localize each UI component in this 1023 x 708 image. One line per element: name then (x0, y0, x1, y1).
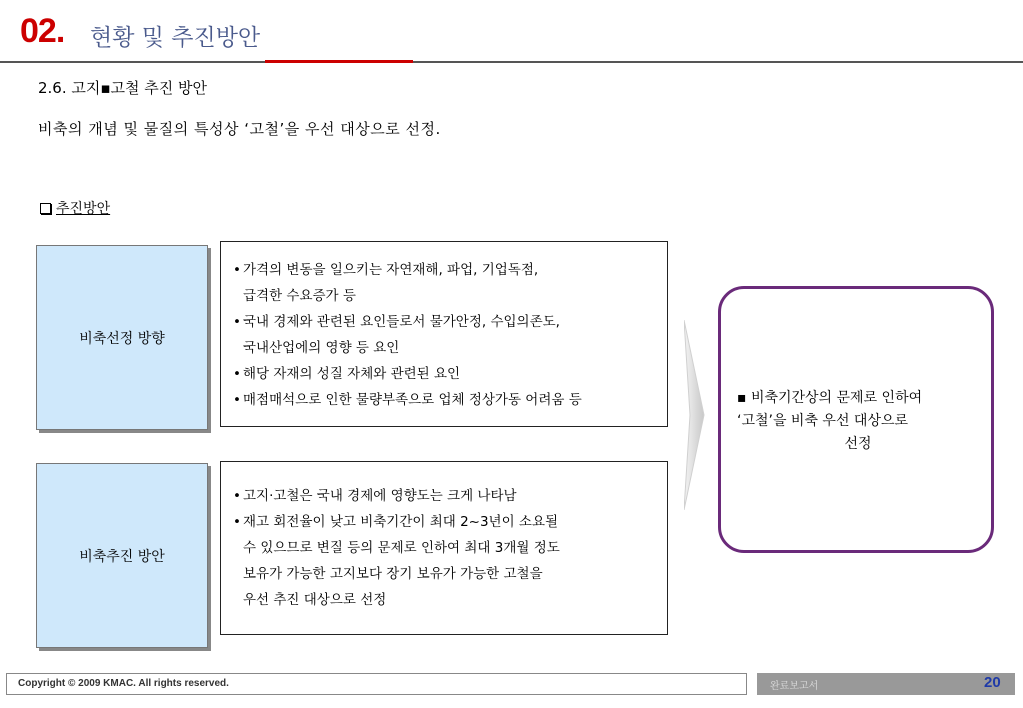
list-item-continuation: 급격한 수요증가 등 (243, 288, 356, 304)
checkbox-bullet-icon (40, 203, 51, 214)
conclusion-line: 선정 (844, 436, 872, 452)
list-item-continuation: 우선 추진 대상으로 선정 (243, 592, 387, 608)
list-item (233, 361, 667, 387)
list-item-text: 고지·고철은 국내 경제에 영향도는 크게 나타남 (243, 488, 517, 504)
footer-report-label: 완료보고서 (770, 681, 819, 692)
list-item (233, 387, 667, 413)
row-label-box (36, 463, 208, 648)
plan-label (40, 198, 110, 218)
list-item (233, 483, 667, 509)
row-detail-box (220, 461, 668, 635)
list-item-text: 매점매석으로 인한 물량부족으로 업체 정상가동 어려움 등 (243, 392, 582, 408)
bullet-dot-icon: • (233, 262, 241, 278)
plan-label-text: 추진방안 (56, 201, 111, 217)
list-item-text: 가격의 변동을 일으키는 자연재해, 파업, 기업독점, (243, 262, 539, 278)
bullet-dot-icon: • (233, 392, 241, 408)
list-item-continuation: 국내산업에의 영향 등 요인 (243, 340, 400, 356)
list-item-continuation: 보유가 가능한 고지보다 장기 보유가 가능한 고철을 (243, 566, 543, 582)
page-number: 20 (984, 674, 1001, 691)
header-accent-line (265, 60, 413, 63)
chevron-right-arrow-icon (684, 320, 710, 510)
row-label: 비축선정 방향 (79, 330, 165, 347)
footer-copyright: Copyright © 2009 KMAC. All rights reserved. (18, 678, 229, 689)
conclusion-line: ▪ 비축기간상의 문제로 인하여 (737, 390, 923, 406)
bullet-dot-icon: • (233, 514, 241, 530)
row-label: 비축추진 방안 (79, 548, 165, 565)
row-detail-box (220, 241, 668, 427)
section-summary: 비축의 개념 및 물질의 특성상 ‘고철’을 우선 대상으로 선정. (38, 120, 441, 138)
list-item-text: 해당 자재의 성질 자체와 관련된 요인 (243, 366, 461, 382)
list-item (233, 257, 667, 283)
row-label-box (36, 245, 208, 430)
page-title: 현황 및 추진방안 (90, 25, 261, 51)
bullet-dot-icon: • (233, 488, 241, 504)
section-heading: 2.6. 고지▪고철 추진 방안 (38, 79, 208, 97)
conclusion-line: ‘고철’을 비축 우선 대상으로 (737, 413, 909, 429)
list-item (233, 509, 667, 535)
header-divider (0, 61, 1023, 63)
list-item (233, 309, 667, 335)
list-item-text: 재고 회전율이 낮고 비축기간이 최대 2~3년이 소요될 (243, 514, 559, 530)
conclusion-box (718, 286, 994, 553)
list-item-continuation: 수 있으므로 변질 등의 문제로 인하여 최대 3개월 정도 (243, 540, 560, 556)
bullet-dot-icon: • (233, 314, 241, 330)
conclusion-text (733, 387, 983, 456)
bullet-dot-icon: • (233, 366, 241, 382)
list-item-text: 국내 경제와 관련된 요인들로서 물가안정, 수입의존도, (243, 314, 560, 330)
section-number: 02. (20, 12, 65, 50)
